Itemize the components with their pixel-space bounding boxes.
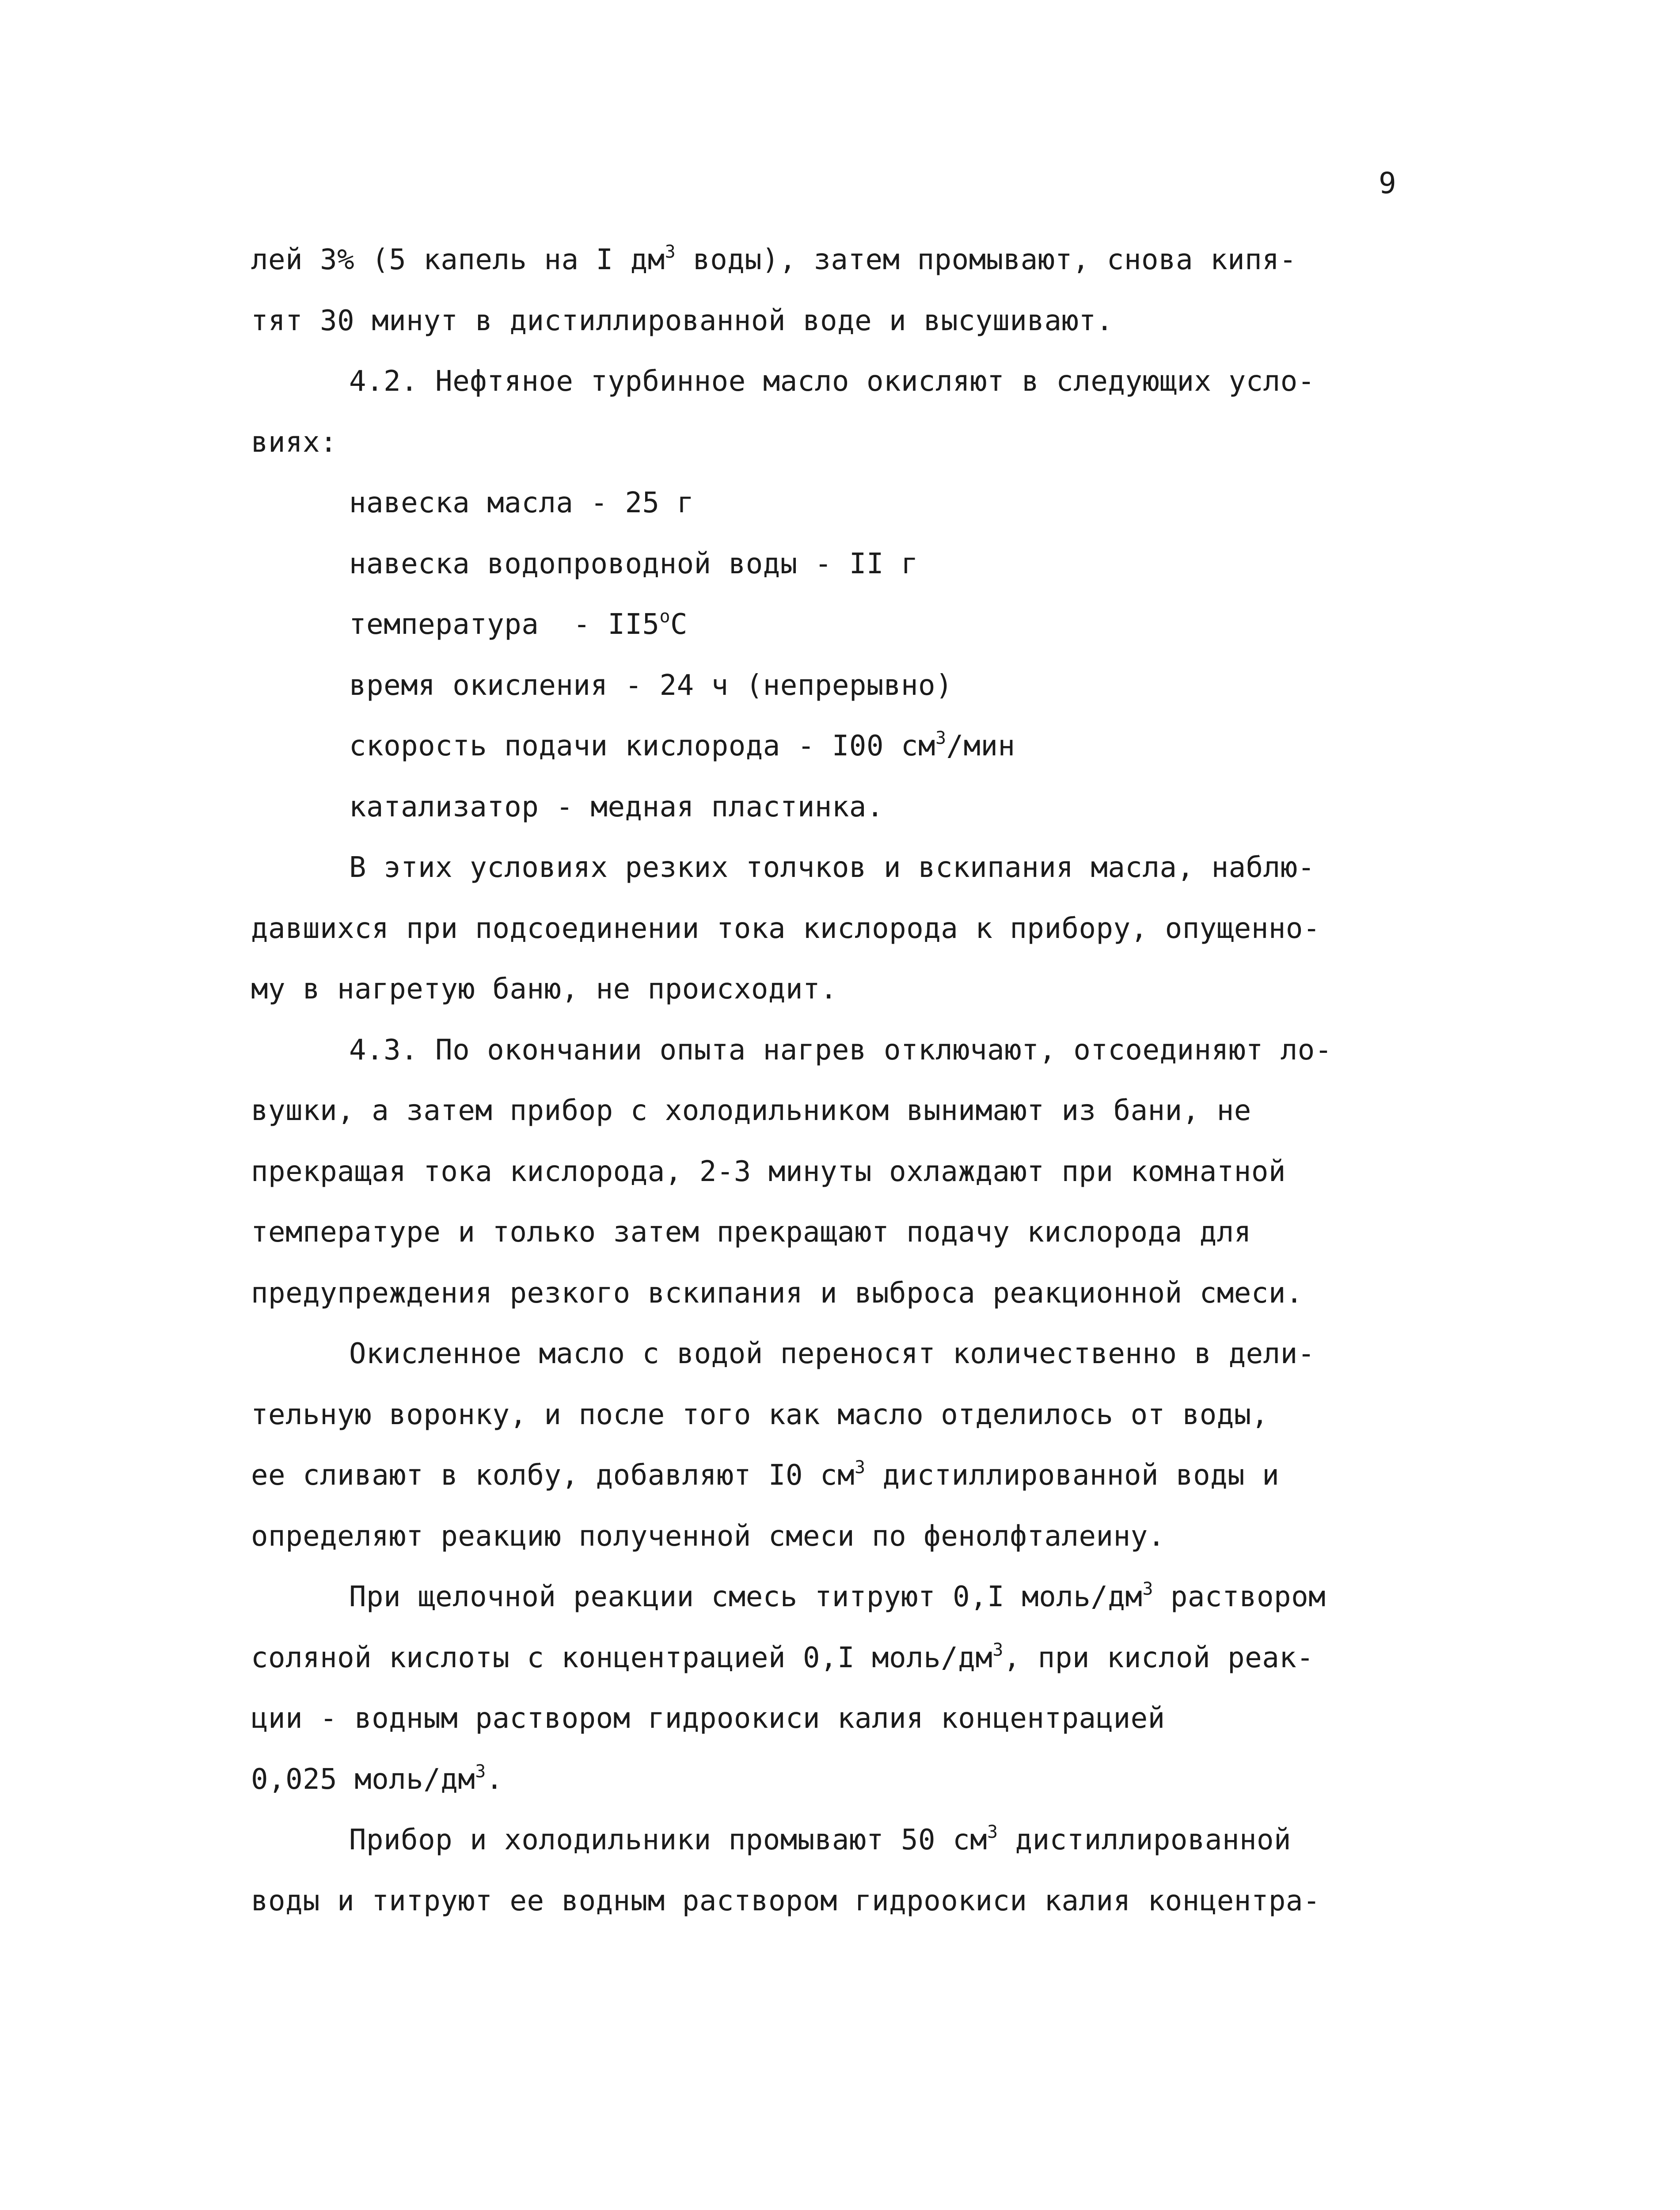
text-segment: 4.2. Нефтяное турбинное масло окисляют в следующих усло-	[349, 365, 1315, 398]
text-segment: виях:	[251, 426, 338, 459]
text-line	[251, 534, 1453, 595]
text-line	[251, 473, 1453, 534]
text-segment: Окисленное масло с водой переносят количественно в дели-	[349, 1337, 1315, 1370]
text-segment: /мин	[946, 730, 1015, 762]
text-line	[251, 716, 1453, 777]
text-line	[251, 838, 1453, 899]
text-line	[251, 1263, 1453, 1324]
text-segment: 0,025 моль/дм	[251, 1763, 475, 1796]
text-segment: воды и титруют ее водным раствором гидроокиси калия концентра-	[251, 1884, 1320, 1917]
text-line	[251, 1688, 1453, 1749]
text-segment: дистиллированной	[998, 1824, 1292, 1856]
text-segment: му в нагретую баню, не происходит.	[251, 973, 838, 1006]
superscript: 3	[987, 1822, 998, 1843]
text-segment: предупреждения резкого вскипания и выброса реакционной смеси.	[251, 1276, 1303, 1310]
text-line	[251, 1506, 1453, 1567]
text-segment: тельную воронку, и после того как масло отделилось от воды,	[251, 1398, 1269, 1431]
text-segment: прекращая тока кислорода, 2-3 минуты охлаждают при комнатной	[251, 1155, 1286, 1188]
superscript: 3	[1142, 1579, 1153, 1600]
text-line	[251, 1081, 1453, 1142]
text-line	[251, 1202, 1453, 1263]
text-segment: , при кислой реак-	[1003, 1641, 1314, 1674]
body-text	[251, 230, 1453, 1932]
text-line	[251, 1142, 1453, 1203]
text-line	[251, 1567, 1453, 1628]
text-line	[251, 1871, 1453, 1932]
text-line	[251, 412, 1453, 473]
text-segment: вушки, а затем прибор с холодильником вынимают из бани, не	[251, 1094, 1251, 1127]
text-segment: Прибор и холодильники промывают 50 см	[349, 1824, 988, 1856]
text-segment: температура - II5	[349, 608, 660, 641]
page-number: 9	[1379, 166, 1396, 200]
text-line	[251, 1020, 1453, 1081]
text-segment: навеска масла - 25 г	[349, 487, 694, 519]
text-line	[251, 1810, 1453, 1871]
text-segment: давшихся при подсоединении тока кислорода к прибору, опущенно-	[251, 912, 1320, 945]
text-segment: скорость подачи кислорода - I00 см	[349, 730, 936, 762]
text-segment: ее сливают в колбу, добавляют I0 см	[251, 1459, 855, 1492]
text-segment: воды), затем промывают, снова кипя-	[676, 244, 1297, 276]
text-segment: температуре и только затем прекращают подачу кислорода для	[251, 1216, 1251, 1249]
text-line	[251, 1324, 1453, 1385]
text-line	[251, 655, 1453, 716]
superscript: 3	[992, 1639, 1003, 1660]
superscript: 3	[665, 242, 676, 263]
text-line	[251, 230, 1453, 291]
text-segment: тят 30 минут в дистиллированной воде и высушивают.	[251, 304, 1114, 337]
text-segment: С	[670, 608, 688, 641]
text-segment: лей 3% (5 капель на I дм	[251, 244, 665, 276]
text-line	[251, 1628, 1453, 1689]
text-line	[251, 1385, 1453, 1446]
text-segment: дистиллированной воды и	[865, 1459, 1280, 1492]
text-line	[251, 899, 1453, 960]
superscript: о	[659, 606, 670, 627]
text-segment: раствором	[1153, 1581, 1326, 1613]
text-line	[251, 351, 1453, 412]
text-line	[251, 594, 1453, 655]
text-line	[251, 1749, 1453, 1810]
text-segment: 4.3. По окончании опыта нагрев отключают, отсоединяют ло-	[349, 1033, 1332, 1067]
text-line	[251, 291, 1453, 352]
text-segment: При щелочной реакции смесь титруют 0,I моль/дм	[349, 1581, 1143, 1613]
text-segment: ции - водным раствором гидроокиси калия концентрацией	[251, 1702, 1165, 1735]
text-line	[251, 1445, 1453, 1506]
superscript: 3	[475, 1761, 486, 1782]
text-segment: соляной кислоты с концентрацией 0,I моль/дм	[251, 1641, 993, 1674]
superscript: 3	[855, 1457, 866, 1478]
text-segment: определяют реакцию полученной смеси по фенолфталеину.	[251, 1520, 1165, 1553]
superscript: 3	[935, 728, 946, 749]
text-line	[251, 959, 1453, 1020]
text-segment: время окисления - 24 ч (непрерывно)	[349, 669, 953, 702]
text-segment: В этих условиях резких толчков и вскипания масла, наблю-	[349, 851, 1315, 884]
text-segment: навеска водопроводной воды - II г	[349, 547, 919, 580]
text-segment: .	[486, 1763, 503, 1796]
text-segment: катализатор - медная пластинка.	[349, 790, 884, 823]
text-line	[251, 777, 1453, 838]
